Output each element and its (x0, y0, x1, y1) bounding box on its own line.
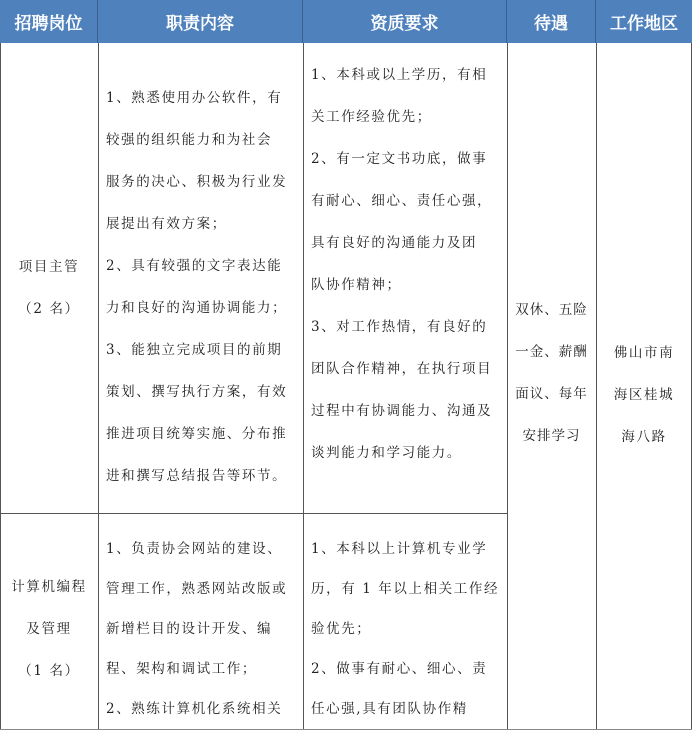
position-count: （1 名） (18, 663, 80, 679)
row-divider (0, 513, 507, 514)
text-line: 展提出有效方案； (106, 216, 227, 232)
text-line: 力和良好的沟通协调能力； (106, 300, 288, 316)
text-line: 佛山市南 (613, 345, 675, 361)
position-name-cont: 及管理 (26, 621, 72, 637)
row1-duties (106, 77, 287, 497)
text-line: 任心强,具有团队协作精 (311, 701, 468, 717)
text-line: 海八路 (621, 429, 667, 445)
position-count: （2 名） (18, 301, 80, 317)
text-line: 关工作经验优先； (311, 109, 432, 125)
location-cell (596, 332, 692, 458)
text-line: 有耐心、细心、责任心强， (311, 193, 493, 209)
text-line: 历，有 1 年以上相关工作经 (311, 581, 500, 597)
row2-requirements (311, 529, 499, 729)
header-duties: 职责内容 (98, 0, 303, 43)
text-line: 双休、五险 (515, 302, 588, 318)
text-line: 团队合作精神，在执行项目 (311, 361, 493, 377)
text-line: 推进项目统筹实施、分布推 (106, 426, 288, 442)
text-line: 管理工作，熟悉网站改版或 (106, 581, 288, 597)
divider (303, 43, 304, 730)
header-requirements: 资质要求 (303, 0, 507, 43)
text-line: 1、熟悉使用办公软件，有 (106, 90, 283, 106)
text-line: 服务的决心、积极为行业发 (106, 174, 288, 190)
row1-position (0, 246, 98, 330)
text-line: 3、能独立完成项目的前期 (106, 342, 283, 358)
text-line: 2、具有较强的文字表达能 (106, 258, 283, 274)
benefits-cell (507, 289, 596, 457)
text-line: 2、熟练计算机化系统相关 (106, 701, 283, 717)
text-line: 面议、每年 (515, 386, 588, 402)
text-line: 安排学习 (522, 428, 581, 444)
text-line: 具有良好的沟通能力及团 (311, 235, 478, 251)
text-line: 队协作精神； (311, 277, 402, 293)
text-line: 2、做事有耐心、细心、责 (311, 661, 488, 677)
text-line: 1、负责协会网站的建设、 (106, 541, 283, 557)
text-line: 较强的组织能力和为社会 (106, 132, 273, 148)
text-line: 谈判能力和学习能力。 (311, 445, 462, 461)
text-line: 海区桂城 (613, 387, 675, 403)
header-position: 招聘岗位 (0, 0, 98, 43)
text-line: 3、对工作热情，有良好的 (311, 319, 488, 335)
row2-position (0, 566, 98, 692)
header-location: 工作地区 (596, 0, 692, 43)
header-benefits: 待遇 (507, 0, 596, 43)
text-line: 验优先； (311, 621, 372, 637)
text-line: 策划、撰写执行方案，有效 (106, 384, 288, 400)
text-line: 进和撰写总结报告等环节。 (106, 468, 288, 484)
row2-duties (106, 529, 287, 729)
text-line: 1、本科以上计算机专业学 (311, 541, 488, 557)
text-line: 1、本科或以上学历，有相 (311, 67, 488, 83)
text-line: 一金、薪酬 (515, 344, 588, 360)
position-name: 项目主管 (18, 259, 80, 275)
position-name: 计算机编程 (11, 579, 87, 595)
text-line: 2、有一定文书功底，做事 (311, 151, 488, 167)
divider (98, 43, 99, 730)
text-line: 过程中有协调能力、沟通及 (311, 403, 493, 419)
text-line: 程、架构和调试工作； (106, 661, 257, 677)
text-line: 新增栏目的设计开发、编 (106, 621, 273, 637)
row1-requirements (311, 54, 492, 474)
